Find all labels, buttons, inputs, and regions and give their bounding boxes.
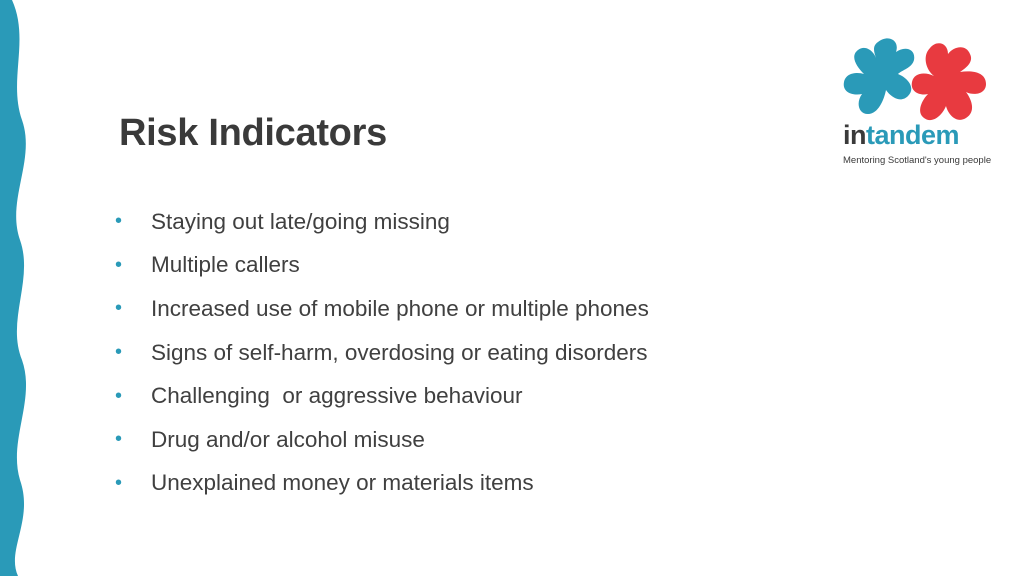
bullet-icon: • — [115, 384, 123, 407]
logo-word-in: in — [843, 120, 866, 150]
red-splat-icon — [912, 43, 986, 120]
list-item — [115, 462, 649, 506]
wave-border-decoration — [0, 0, 60, 576]
list-item — [115, 244, 649, 288]
list-item-text: Signs of self-harm, overdosing or eating disorders — [151, 339, 648, 365]
logo-word-tandem: tandem — [866, 120, 960, 150]
list-item-text: Increased use of mobile phone or multiple phones — [151, 295, 649, 321]
list-item — [115, 374, 649, 418]
slide-title: Risk Indicators — [119, 112, 387, 154]
logo-wordmark — [843, 122, 959, 149]
list-item — [115, 200, 649, 244]
bullet-icon: • — [115, 341, 123, 364]
list-item — [115, 418, 649, 462]
intandem-logo — [838, 34, 993, 174]
list-item-text: Staying out late/going missing — [151, 208, 450, 234]
bullet-icon: • — [115, 297, 123, 320]
teal-splat-icon — [844, 38, 914, 114]
list-item-text: Challenging or aggressive behaviour — [151, 383, 523, 409]
splat-mark-icon — [838, 34, 993, 130]
list-item-text: Multiple callers — [151, 252, 300, 278]
bullet-icon: • — [115, 471, 123, 494]
bullet-list — [115, 200, 649, 505]
list-item — [115, 287, 649, 331]
logo-tagline: Mentoring Scotland's young people — [843, 155, 992, 166]
list-item-text: Unexplained money or materials items — [151, 470, 534, 496]
bullet-icon: • — [115, 253, 123, 276]
list-item-text: Drug and/or alcohol misuse — [151, 426, 425, 452]
bullet-icon: • — [115, 210, 123, 233]
list-item — [115, 331, 649, 375]
bullet-icon: • — [115, 428, 123, 451]
